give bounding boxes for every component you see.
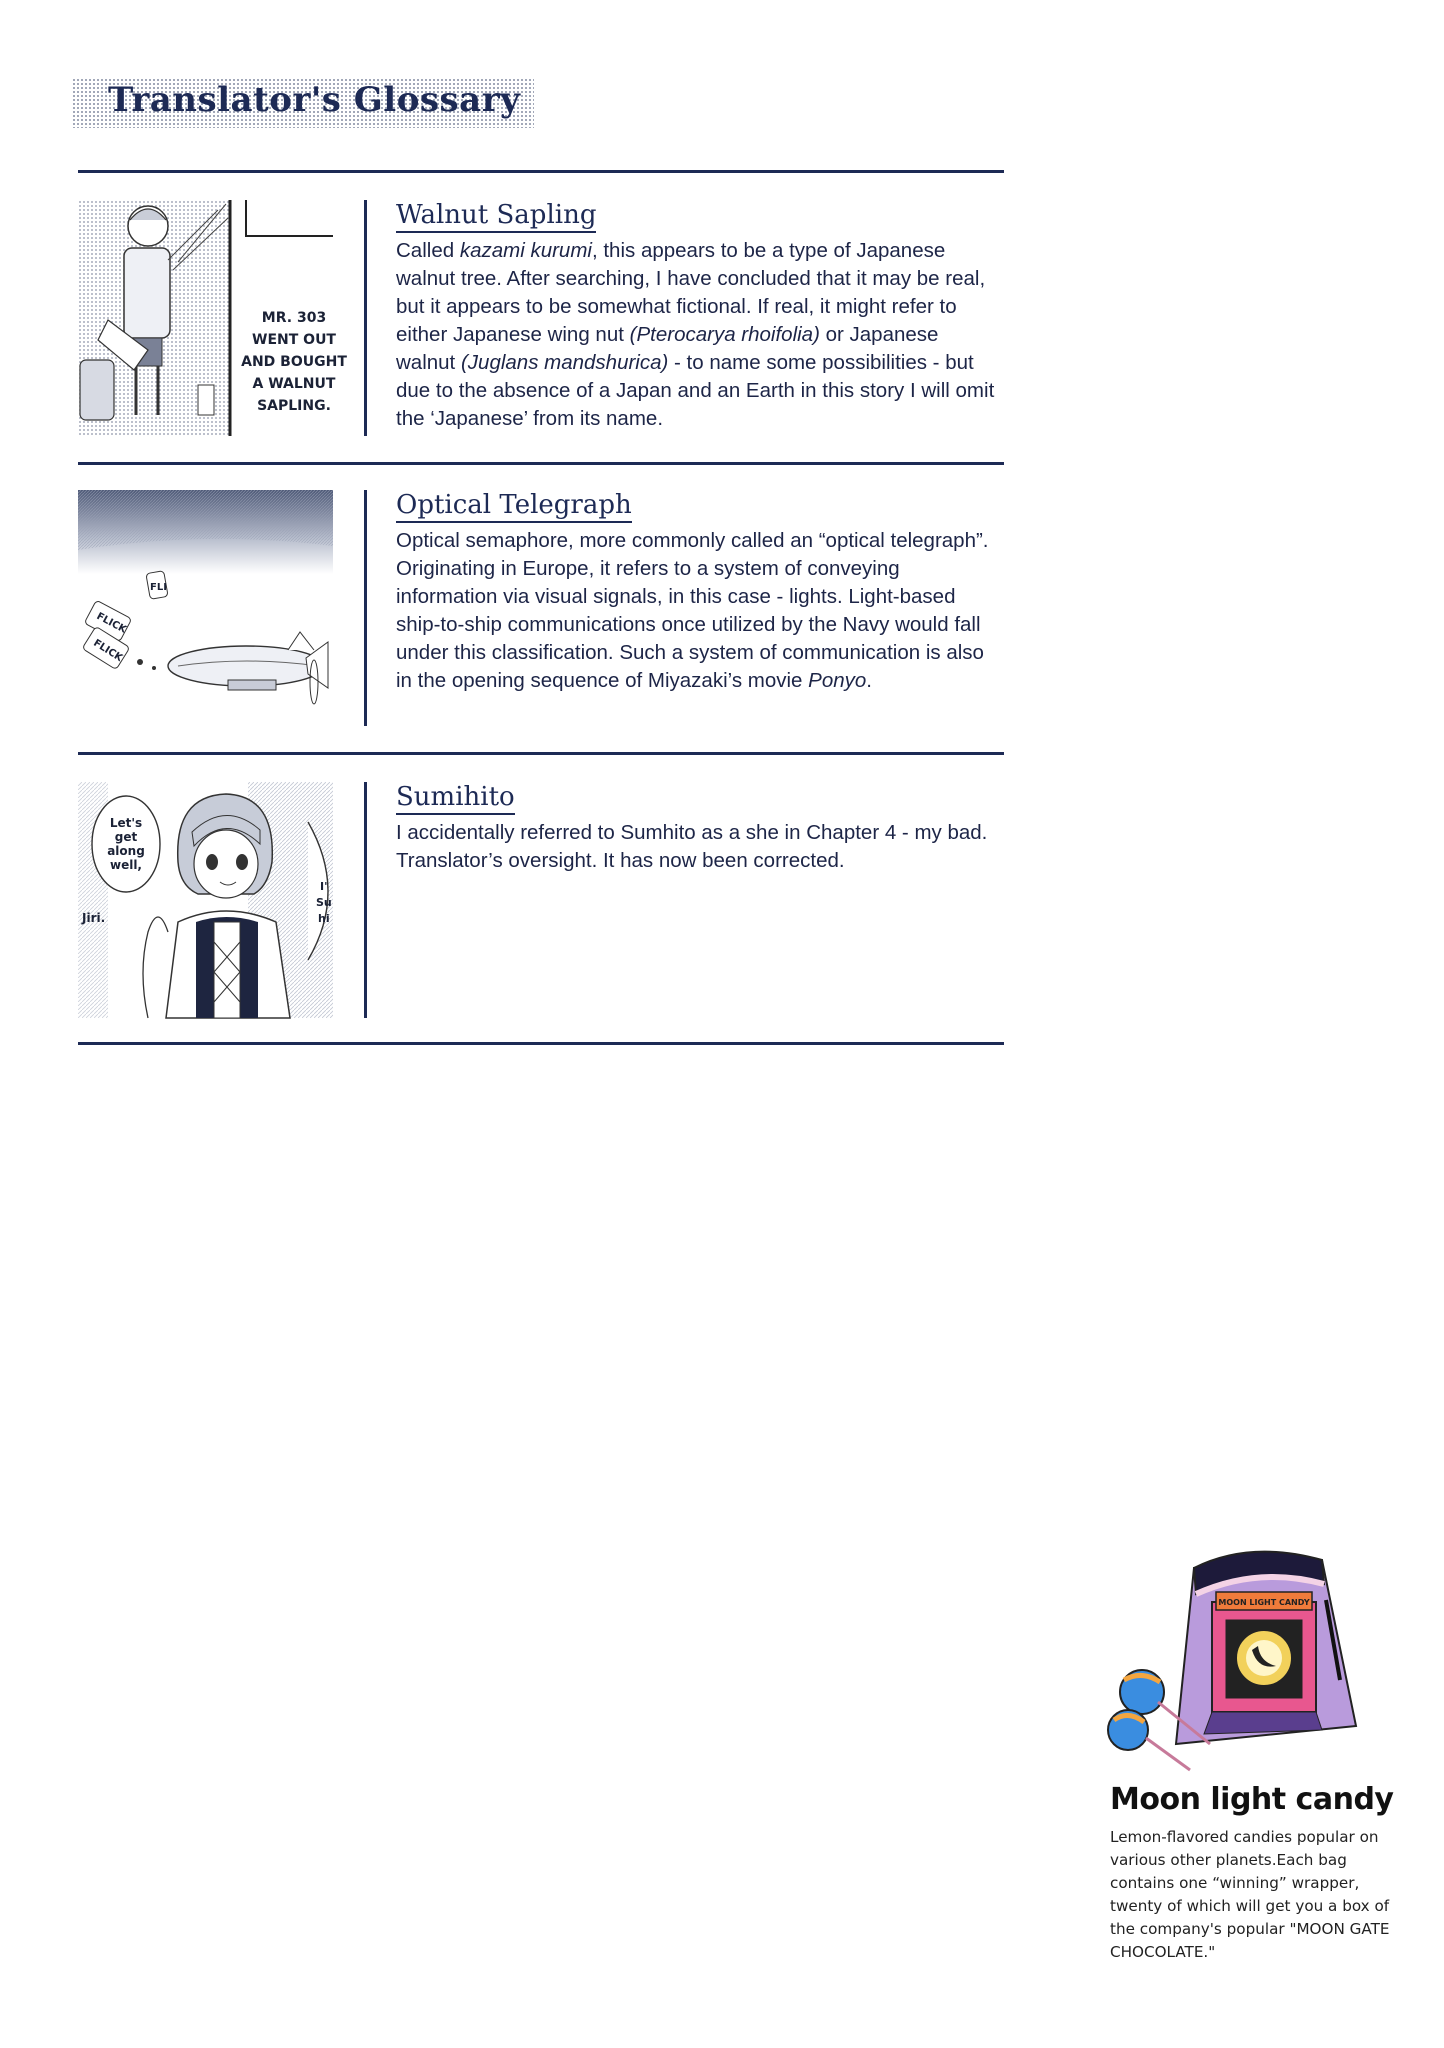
entry-divider-bar (364, 490, 367, 726)
panel-caption-line-4: A WALNUT (252, 376, 336, 392)
panel-sfx-1: FLI (150, 582, 167, 593)
candy-bag-illustration (1100, 1530, 1400, 1780)
bubble-right-1: I' (320, 880, 328, 893)
entry-body: Optical semaphore, more commonly called an “optical telegraph”. Originating in Europe, it refers to a system of conveying information via visual signals, in this case - lights. Light-based ship-to-ship communications once utilized by the Navy would fall under this classification. Such a system of communication is also in the opening sequence of Miyazaki’s movie Ponyo. (396, 529, 989, 692)
moon-light-candy-sidebar (1100, 1530, 1400, 1961)
divider-2 (78, 462, 1004, 465)
entry-heading: Sumihito (396, 782, 515, 815)
sidebar-title: Moon light candy (1110, 1782, 1394, 1817)
italic-term: (Juglans mandshurica) (460, 351, 669, 374)
title-banner (72, 78, 534, 128)
divider-3 (78, 752, 1004, 755)
glossary-entry-optical-telegraph (78, 490, 1004, 726)
glossary-entry-walnut-sapling (78, 200, 1004, 436)
entry-divider-bar (364, 200, 367, 436)
bubble-line-1: Let's (109, 816, 143, 830)
entry-heading: Optical Telegraph (396, 490, 632, 523)
candy-bag-label: MOON LIGHT CANDY (1218, 1598, 1310, 1607)
italic-term: kazami kurumi (459, 239, 592, 262)
bubble-line-2: get (114, 830, 138, 844)
panel-sfx-3: FLICK (91, 637, 125, 665)
bubble-line-5: Jiri. (82, 911, 106, 925)
panel-caption-line-1: MR. 303 (261, 310, 327, 326)
glossary-entry-sumihito (78, 782, 1004, 1018)
manga-panel-walnut-sapling (78, 200, 347, 436)
entry-divider-bar (364, 782, 367, 1018)
italic-term: (Pterocarya rhoifolia) (629, 323, 820, 346)
page-title: Translator's Glossary (108, 80, 521, 120)
divider-top (78, 170, 1004, 173)
entry-heading: Walnut Sapling (396, 200, 596, 233)
italic-term: Ponyo (808, 669, 867, 692)
panel-caption-line-3: AND BOUGHT (241, 354, 347, 370)
bubble-line-4: well, (109, 858, 143, 872)
panel-caption-line-2: WENT OUT (252, 332, 336, 348)
divider-bottom (78, 1042, 1004, 1045)
panel-sfx-2: FLICK (94, 610, 129, 636)
manga-panel-optical-telegraph (78, 490, 333, 726)
bubble-line-3: along (107, 844, 145, 858)
entry-body: Called kazami kurumi, this appears to be a type of Japanese walnut tree. After searching, I have concluded that it may be real, but it appears to be somewhat fictional. If real, it might refer to either Japanese wing nut (Pterocarya rhoifolia) or Japanese walnut (Juglans mandshurica) - to name some possibilities - but due to the absence of a Japan and an Earth in this story I will omit the ‘Japanese’ from its name. (396, 239, 995, 430)
bubble-right-3: hi (318, 912, 330, 925)
entry-body: I accidentally referred to Sumhito as a she in Chapter 4 - my bad. Translator’s oversight. It has now been corrected. (396, 821, 988, 872)
panel-caption-line-5: SAPLING. (257, 398, 331, 414)
sidebar-body: Lemon-flavored candies popular on various other planets.Each bag contains one “winning” wrapper, twenty of which will get you a box of the company's popular "MOON GATE CHOCOLATE." (1110, 1828, 1390, 1961)
bubble-right-2: Su (316, 896, 332, 909)
manga-panel-sumihito (78, 782, 333, 1018)
